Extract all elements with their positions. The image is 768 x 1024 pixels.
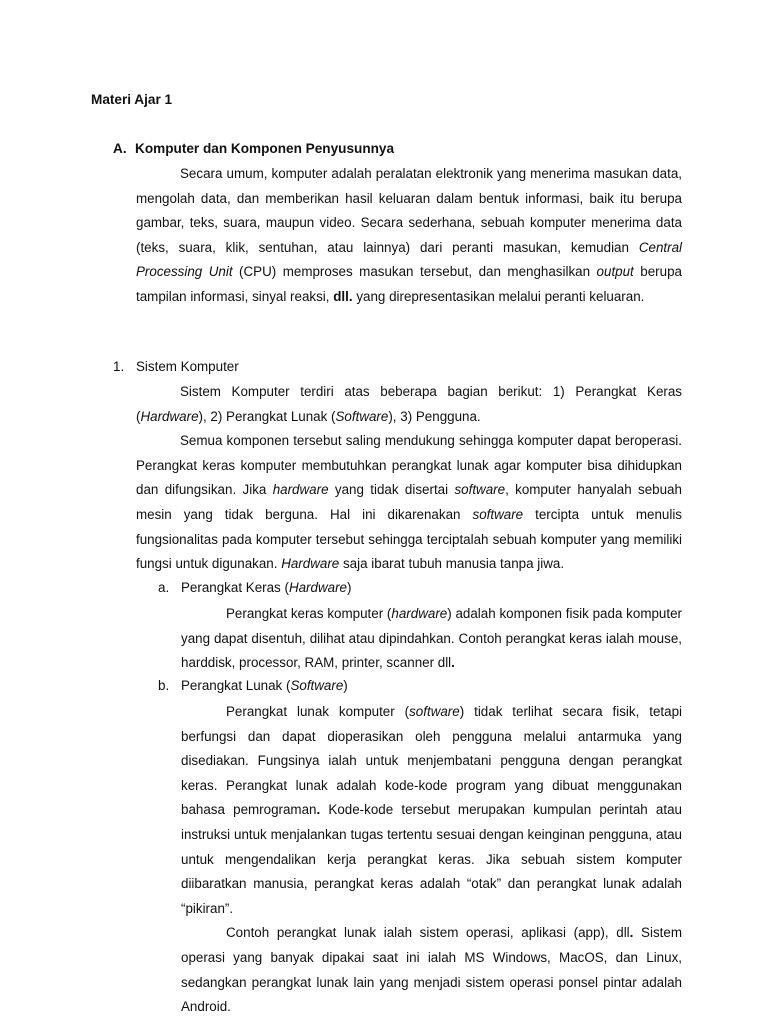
paragraph (181, 700, 682, 921)
italic-term: software (454, 482, 506, 498)
text: ) adalah komponen fisik pada komputer yang dapat disentuh, dilihat atau dipindahkan. Contoh perangkat keras ialah mouse, harddisk, processor, RAM, printer, scanner dll (181, 606, 682, 671)
text: Perangkat keras komputer ( (226, 606, 392, 621)
bold-term: . (629, 925, 634, 941)
italic-term: hardware (391, 606, 448, 621)
text: Secara umum, komputer adalah peralatan elektronik yang menerima masukan data, mengolah data, dan memberikan hasil keluaran dalam bentuk informasi, baik itu berupa gambar, teks, suara, maupun video. Secara sederhana, sebuah komputer menerima data (teks, suara, klik, sentuhan, atau lainnya) dari peranti masukan, kemudian (136, 166, 682, 255)
paragraph (181, 921, 682, 1019)
section-a-body (136, 162, 682, 310)
text: Sistem operasi yang banyak dipakai saat ini ialah MS Windows, MacOS, dan Linux, sedangkan perangkat lunak lain yang menjadi sistem operasi ponsel pintar adalah Android. (181, 925, 682, 1015)
text: tercipta untuk menulis fungsionalitas pada komputer tersebut sehingga terciptalah sebuah komputer yang memiliki fungsi untuk digunakan. (136, 506, 682, 572)
bold-term: . (316, 802, 321, 818)
sub-a-body (181, 602, 682, 676)
sub-letter: b. (158, 678, 170, 693)
text: Sistem Komputer terdiri atas beberapa bagian berikut: 1) Perangkat Keras ( (136, 384, 682, 424)
italic-term: Hardware (140, 408, 199, 424)
text: yang direpresentasikan melalui peranti keluaran. (356, 288, 645, 304)
sub-b-body (181, 700, 682, 1020)
italic-term: Hardware (281, 556, 340, 572)
paragraph (136, 380, 682, 429)
sub-b-heading (158, 678, 348, 693)
italic-term: software (409, 704, 460, 719)
item-1-heading (113, 359, 239, 374)
item-1-body (136, 380, 682, 577)
text: Perangkat Lunak ( (181, 678, 291, 693)
italic-term: Central Processing Unit (136, 239, 682, 280)
sub-a-heading (158, 580, 351, 595)
item-title: Sistem Komputer (136, 359, 239, 374)
bold-term: . (451, 655, 455, 671)
text: ), 3) Pengguna. (388, 408, 481, 424)
italic-term: hardware (272, 482, 329, 498)
text: yang tidak disertai (334, 482, 449, 498)
text: ) (343, 678, 348, 693)
sub-letter: a. (158, 580, 170, 595)
document-title: Materi Ajar 1 (91, 92, 173, 107)
text: ), 2) Perangkat Lunak ( (198, 408, 336, 424)
text: Perangkat lunak komputer ( (226, 704, 410, 719)
text: Contoh perangkat lunak ialah sistem operasi, aplikasi (app), dll (226, 925, 630, 941)
paragraph (181, 602, 682, 676)
text: Semua komponen tersebut saling mendukung sehingga komputer dapat beroperasi. Perangkat keras komputer membutuhkan perangkat lunak agar komputer bisa dihidupkan dan difungsikan. Jika (136, 433, 682, 498)
text: saja ibarat tubuh manusia tanpa jiwa. (342, 556, 565, 572)
section-a-heading (113, 141, 394, 156)
italic-term: Software (290, 678, 344, 693)
text: Kode-kode tersebut merupakan kumpulan perintah atau instruksi untuk menjalankan tugas tertentu sesuai dengan keinginan pengguna, atau untuk mengendalikan kerja perangkat keras. Jika sebuah sistem komputer diibaratkan manusia, perangkat keras adalah “otak” dan perangkat lunak adalah “pikiran”. (181, 802, 682, 916)
text: (CPU) memproses masukan tersebut, dan menghasilkan (239, 264, 591, 280)
italic-term: software (472, 506, 524, 522)
bold-term: dll. (333, 288, 353, 304)
italic-term: Hardware (288, 580, 347, 595)
text: ) tidak terlihat secara fisik, tetapi berfungsi dan dapat dioperasikan oleh pengguna melalui antarmuka yang disediakan. Fungsinya ialah untuk menjembatani pengguna dengan perangkat keras. Perangkat lunak adalah kode-kode program yang dibuat menggunakan bahasa pemrograman (181, 704, 682, 818)
italic-term: Software (335, 408, 389, 424)
text: berupa tampilan informasi, sinyal reaksi, (136, 264, 682, 304)
section-letter: A. (113, 141, 127, 156)
section-title: Komputer dan Komponen Penyusunnya (135, 141, 395, 156)
text: Perangkat Keras ( (181, 580, 289, 595)
italic-term: output (596, 264, 634, 280)
paragraph (136, 162, 682, 310)
text: ) (347, 580, 352, 595)
item-number: 1. (113, 359, 125, 374)
text: , komputer hanyalah sebuah mesin yang tidak berguna. Hal ini dikarenakan (136, 482, 682, 522)
paragraph (136, 429, 682, 577)
